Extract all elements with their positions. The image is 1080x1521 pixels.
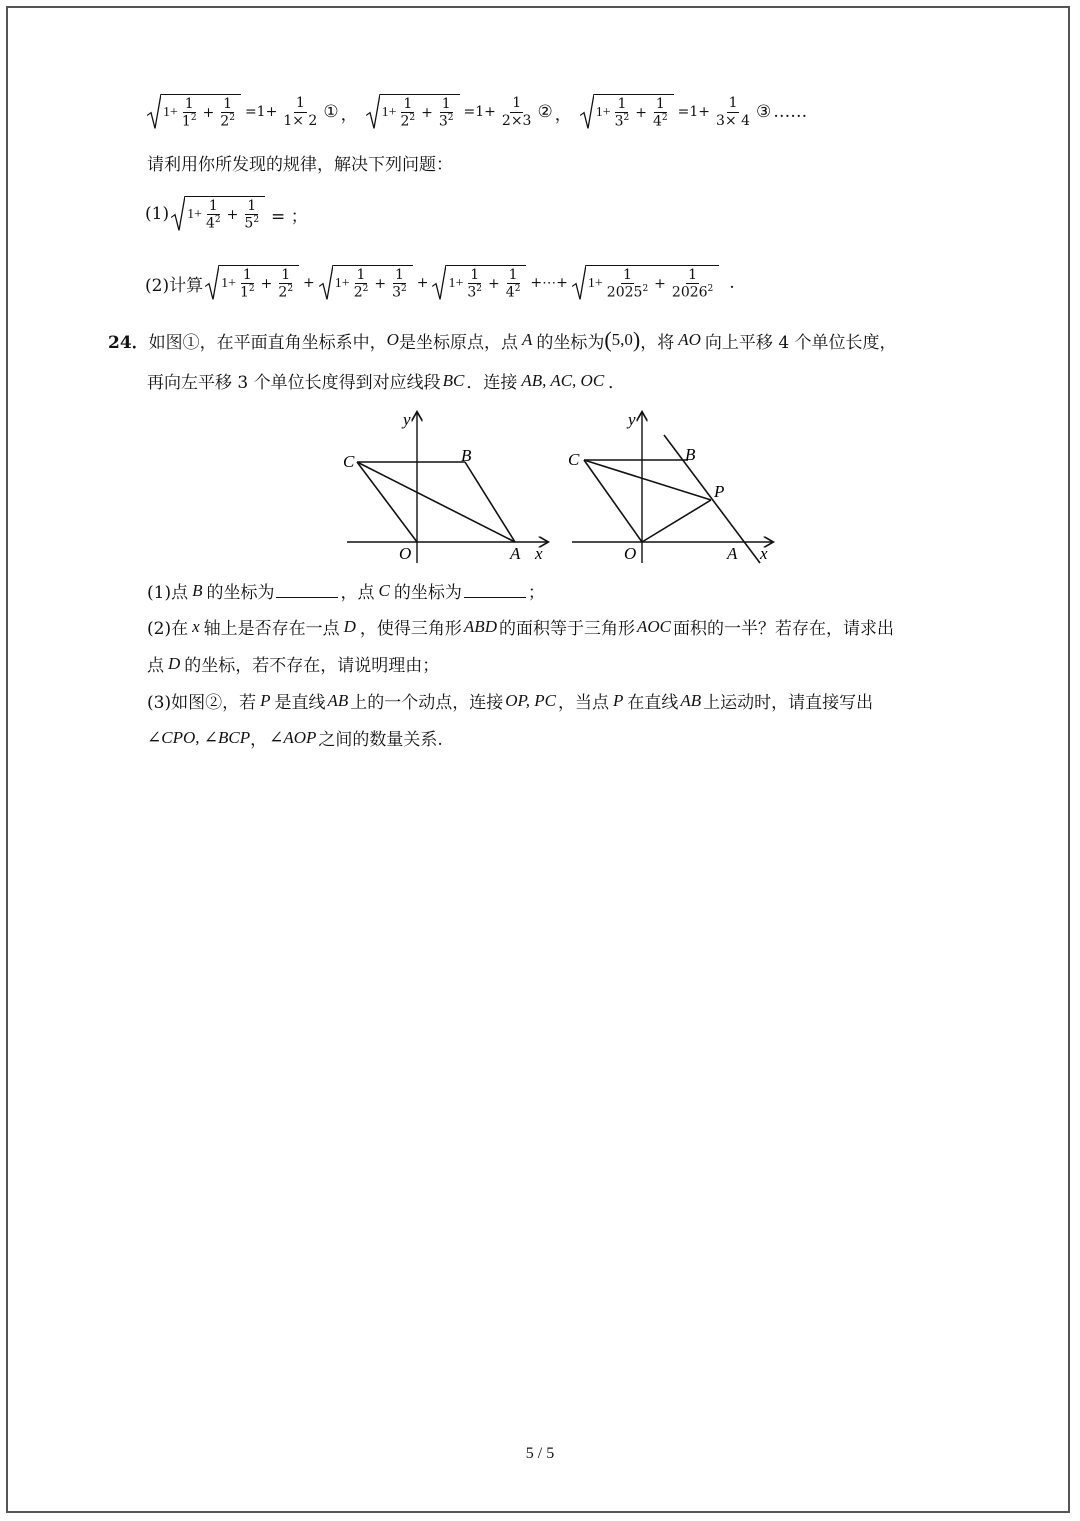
label-o: O — [399, 544, 412, 563]
q24-line2: 再向左平移 3 个单位长度得到对应线段 BC ．连接 AB, AC, OC ． — [147, 370, 626, 393]
page-number: 5 / 5 — [525, 1445, 555, 1462]
q24-sub2-line2: 点 D 的坐标，若不存在，请说明理由； — [147, 653, 440, 676]
segment-co — [357, 462, 417, 542]
instruction-text: 请利用你所发现的规律，解决下列问题： — [147, 155, 453, 175]
sqrt-eq2: 1+ $\frac{1}{2^2}$ + $\frac{1}{3^2}$ — [366, 94, 460, 130]
q24-line1: 24． 如图①，在平面直角坐标系中， O 是坐标原点，点 A 的坐标为 ( 5,0 ) ，将 AO 向上平移 4 个单位长度， — [108, 327, 897, 353]
q24-sub3-line1: (3)如图②，若 P 是直线 AB 上的一个动点，连接 OP, PC ，当点 P 在直线 AB 上运动时，请直接写出 — [147, 690, 874, 713]
answer-blank-c[interactable] — [464, 583, 526, 598]
label-p: P — [714, 482, 725, 501]
q23-part2: (2)计算 1+ $\frac{1}{1^2}$ + $\frac{1}{2^2}$ + 1+ $\frac{1}{2^2}$ + $\frac{1}{3^2}$ + 1+ $\frac{1}{3^2}$ + $\frac{1}{4^2}$ +⋯+ 1+ $\frac{1}{2025^2}$ + $\frac{1}{2026^2}$ . — [145, 267, 735, 301]
pattern-line: 1+ $\frac{1}{1^2}$ + $\frac{1}{2^2}$ =1+ $\frac{1}{1\times 2}$ ① ， 1+ $\frac{1}{2^2}$ + $\frac{1}{3^2}$ =1+ $\frac{1}{2\times 3}$ ② ， 1+ $\frac{1}{3^2}$ + $\frac{1}{4^2}$ =1+ $\frac{1}{3\times 4}$ ③ …… — [145, 86, 807, 138]
label-y: y — [403, 410, 411, 429]
figure-1 — [335, 405, 565, 570]
line-ab — [664, 435, 760, 563]
q24-sub2-line1: (2)在 x 轴上是否存在一点 D ，使得三角形 ABD 的面积等于三角形 AOC 面积的一半？若存在，请求出 — [147, 616, 894, 639]
label-a: A — [727, 544, 738, 563]
q24-sub3-line2: ∠CPO, ∠BCP ， ∠AOP 之间的数量关系. — [147, 727, 443, 750]
label-c: C — [343, 452, 355, 471]
sqrt-eq3: 1+ $\frac{1}{3^2}$ + $\frac{1}{4^2}$ — [580, 94, 674, 130]
segment-co — [584, 460, 642, 542]
sqrt-eq1: 1+ $\frac{1}{1^2}$ + $\frac{1}{2^2}$ — [147, 94, 241, 130]
segment-cp — [584, 460, 711, 500]
label-o: O — [624, 544, 637, 563]
label-y: y — [628, 410, 636, 429]
label-x: x — [760, 544, 768, 563]
answer-blank-b[interactable] — [276, 583, 338, 598]
figure-2 — [560, 405, 790, 570]
segment-op — [642, 500, 711, 542]
label-x: x — [535, 544, 543, 563]
q23-part1: (1) 1+ $\frac{1}{4^2}$ + $\frac{1}{5^2}$ = ； — [145, 198, 308, 232]
q24-sub1: (1)点 B 的坐标为 ，点 C 的坐标为 ； — [147, 580, 545, 603]
label-c: C — [568, 450, 580, 469]
label-a: A — [510, 544, 521, 563]
segment-ca — [357, 462, 515, 542]
label-b: B — [685, 445, 696, 464]
label-b: B — [461, 446, 472, 465]
